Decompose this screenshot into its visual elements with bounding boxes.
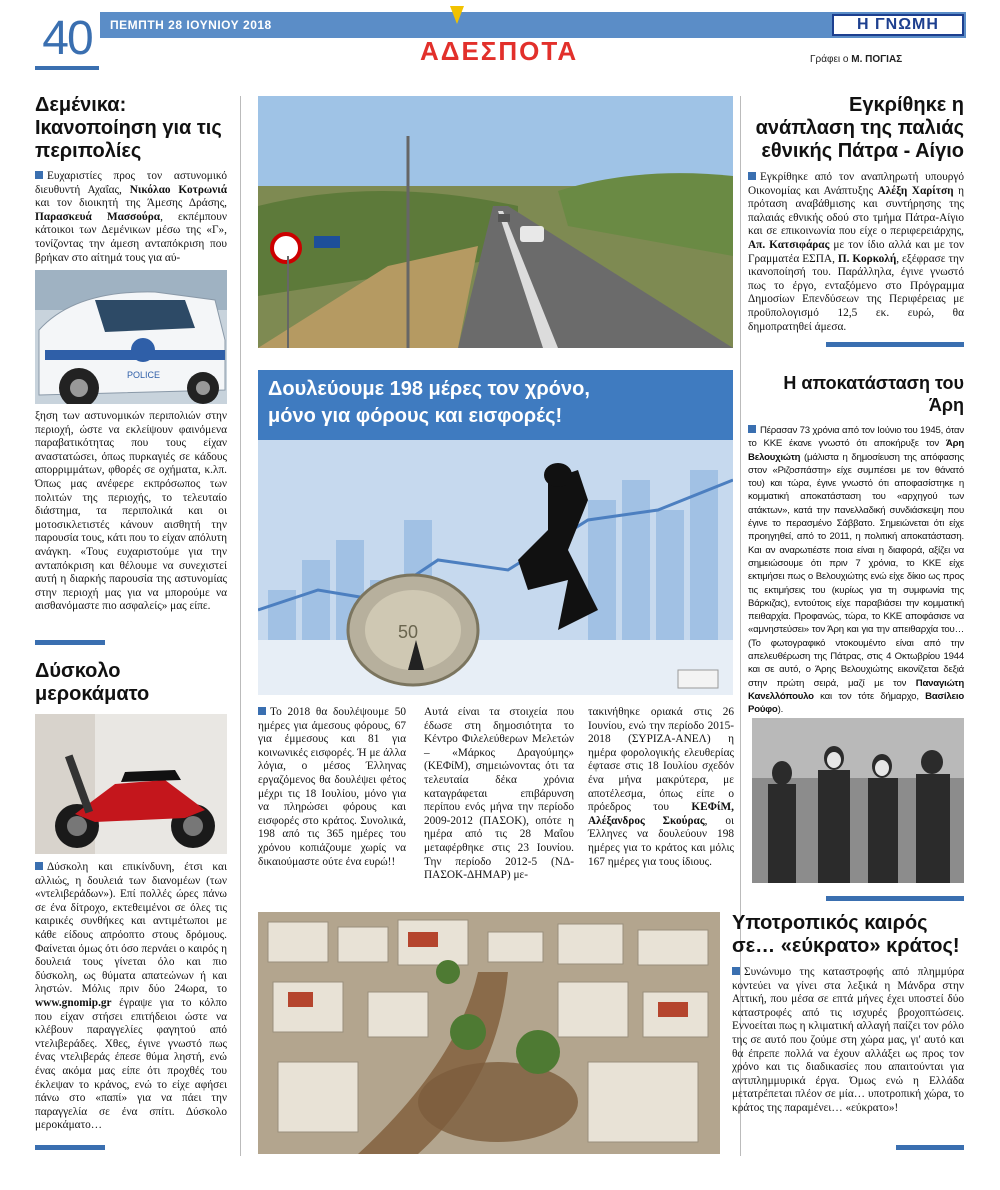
road-illustration (258, 96, 733, 348)
historical-photo (752, 718, 964, 883)
article-delivery-body (35, 861, 227, 1133)
article-body: ξηση των αστυνομικών περιπολιών στην περιοχή, ώστε να εκλείψουν φαινόμενα παραβατικότητας που τους είχαν αναστατώσει, όπως πυρκαγιές σε κάδους απορριμμάτων, φθορές σε οχήματα, κ.λπ. Όπως μας ανέφερε εκπρόσωπος των πολιτών της περιοχής, το τελευταίο διάστημα, τα περιπολικά και οι μοτοσικλετιστές κάνουν αισθητή την παρουσία τους, κάτι που το είχαν απόλυτη ανάγκη. «Τους ευχαριστούμε για την ανταπόκριση και θέλουμε να συνεχιστεί αυτή η διαρκής παρουσία της αστυνομίας στην περιοχή μας για να μπορούμε να αισθανόμαστε πιο ασφαλείς» μας είπε. (35, 410, 227, 613)
accent-bar (896, 1145, 964, 1150)
article-title: Εγκρίθηκε η ανάπλαση της παλιάς εθνικής Πάτρα - Αίγιο (755, 94, 964, 162)
article-body: Δύσκολη και επικίνδυνη, έτσι και αλλιώς, η δουλειά των διανομέων (των «ντελιβεράδων»). Επί πολλές ώρες πάνω σε ένα δίτροχο, εκτεθειμένοι σε όλες τις καιρικές συνθήκες και αντιμέτωποι με κάθε είδους απρόοπτο στους δρόμους. Φαίνεται όμως ότι όσο περνάει ο καιρός η δουλειά τους γίνεται όλο και πιο δύσκολη, ως θύματα απατεώνων ή και ληστών. Μόλις πριν δύο 24ωρα, το www.gnomip.gr έγραψε για το κόλπο που είχαν στήσει επιτήδειοι ώστε να κλέβουν παραγγελίες φαγητού από ντελιβεράδες. Χθες, έγινε γνωστό πως ένας ντελιβεράς έπεσε θύμα ληστή, ενώ ένας ακόμα μας είπε ότι προχθές του έκλεψαν το κράνος, ενώ το είχε αφήσει πάνω στο «παπί» για να πάει την παραγγελία σε ένα σπίτι. Δύσκολο μεροκάματο… (35, 861, 227, 1132)
article-road-upgrade (748, 94, 964, 334)
police-car-photo (35, 270, 227, 404)
article-body: Εγκρίθηκε από τον αναπληρωτή υπουργό Οικονομίας και Ανάπτυξης Αλέξη Χαρίτση η πρόταση αναβάθμισης και συντήρησης της παλαιάς εθνικής οδού στο τμήμα Πάτρα-Αίγιο και σε επικοινωνία που είχε ο περιφερειάρχης, Απ. Κατσιφάρας με τον ίδιο αλλά και με τον Γραμματέα ΕΣΠΑ, Π. Κορκολή, εξέφρασε την ικανοποίησή του. Παράλληλα, έγινε γνωστό πως το έργο, ενταξόμενο στο Πρόγραμμα Δημοσίων Επενδύσεων της Περιφέρειας με προϋπολογισμό 12,5 εκ. ευρώ, θα δημοπρατηθεί άμεσα. (748, 171, 965, 333)
motorbike-photo (35, 714, 227, 854)
tax-graph-illustration (258, 440, 733, 695)
section-marker-icon (450, 6, 464, 24)
accent-bar (826, 342, 964, 347)
aerial-town-illustration (258, 912, 720, 1154)
article-delivery (35, 660, 227, 706)
newspaper-logo (832, 14, 964, 36)
bullet-square-icon (748, 425, 756, 433)
headline (268, 376, 590, 430)
article-title: Υποτροπικός καιρός σε… «εύκρατο» κράτος! (732, 912, 960, 957)
headline-banner (258, 370, 733, 440)
flood-town-photo (258, 912, 720, 1154)
article-demenika-continued (35, 410, 227, 614)
historical-group-illustration (752, 718, 964, 883)
motorbike-illustration (35, 714, 227, 854)
article-title: Δεμένικα: Ικανοποίηση για τις περιπολίες (35, 94, 222, 162)
tax-article-col1: Το 2018 θα δουλέψουμε 50 ημέρες για άμεσους φόρους, 67 για έμμεσους και 81 για κοινωνικές εισφορές. Ή με άλλα λόγια, ο μέσος Έλληνας εργαζόμενος θα δουλέψει φέτος μέχρι τις 18 Ιουλίου, μόνο για να πληρώσει φόρους και εισφορές στο κράτος. Συνολικά, 198 από τις 365 ημέρες του χρόνου κοπιάζουμε χωρίς να δικαιούμαστε ούτε ένα ευρώ!! (258, 706, 406, 868)
police-label: POLICE (127, 370, 161, 380)
tax-article-col2: Αυτά είναι τα στοιχεία που έδωσε στη δημοσιότητα το Κέντρο Φιλελεύθερων Μελετών – «Μάρκος Δραγούμης» (ΚΕΦίΜ), σημειώνοντας ότι τα τελευταία δέκα χρόνια καταγράφεται επιβάρυνση περίπου ενός μήνα την περίοδο 2009-2012 (ΠΑΣΟΚ), οπότε η ημέρα από τις 28 Μαΐου μεταφέρθηκε στις 23 Ιουνίου. Την περίοδο 2012-5 (ΝΔ-ΠΑΣΟΚ-ΔΗΜΑΡ) με- (424, 706, 574, 882)
headline-line1: Δουλεύουμε 198 μέρες τον χρόνο, (268, 378, 590, 400)
section-title: ΑΔΕΣΠΟΤΑ (420, 36, 579, 66)
headline-line2: μόνο για φόρους και εισφορές! (268, 405, 563, 427)
tax-article-col3: τακινήθηκε οριακά στις 26 Ιουνίου, ενώ την περίοδο 2015-2018 (ΣΥΡΙΖΑ-ΑΝΕΛ) η ημέρα φορολογικής ελευθερίας έφτασε στις 18 Ιουλίου σχεδόν ένα μήνα μακρύτερα, με αποτέλεσμα, όπως είπε ο πρόεδρος του ΚΕΦίΜ, Αλέξανδρος Σκούρας, οι Έλληνες να δουλεύουν 198 ημέρες για το κράτος και μόλις 167 ημέρες για τους ίδιους. (588, 706, 735, 868)
accent-bar (35, 640, 105, 645)
bullet-square-icon (748, 172, 756, 180)
police-car-illustration (35, 270, 227, 404)
issue-date: ΠΕΜΠΤΗ 28 ΙΟΥΝΙΟΥ 2018 (110, 18, 272, 32)
byline (810, 54, 902, 65)
article-lead: Ευχαριστίες προς τον αστυνομικό διευθυντή Αχαΐας, Νικόλαο Κοτρωνιά και τον διοικητή της Άμεσης Δράσης, Παρασκευά Μασσούρα, εκπέμπουν κάτοικοι των Δεμένικων μέσω της «Γ», τονίζοντας την άμεση ανταπόκριση που βρήκαν στο αίτημά τους για αύ- (35, 170, 228, 264)
article-weather (732, 912, 964, 1116)
article-title: Η αποκατάσταση του Άρη (783, 373, 964, 415)
byline-author: Μ. ΠΟΓΙΑΣ (851, 54, 903, 65)
page-number-box (35, 12, 99, 66)
byline-prefix: Γράφει ο (810, 54, 849, 65)
logo-text: Η ΓΝΩΜΗ (857, 16, 939, 33)
article-body: Συνώνυμο της καταστροφής από πλημμύρα κοντεύει να γίνει στα λεξικά η Μάνδρα στην Αττική, που μέσα σε επτά μήνες έχει υποστεί δύο καταστροφές από τις ισχυρές βροχοπτώσεις. Εννοείται πως η κλιματική αλλαγή παίζει τον ρόλο της σε αυτό που ζούμε στη χώρα μας, γι' αυτό και θα έπρεπε πολλά να έχουν αλλάξει ως προς τον χρόνο και τις διαδικασίες που απαιτούνται για αντιπλημμυρικά έργα. Όμως ενώ η Ελλάδα μετατρέπεται πλέον σε μία… υποτροπική χώρα, το κράτος της παραμένει… «εύκρατο»! (732, 966, 964, 1114)
tax-illustration (258, 440, 733, 695)
bullet-square-icon (35, 171, 43, 179)
article-body: Πέρασαν 73 χρόνια από τον Ιούνιο του 1945, όταν το ΚΚΕ έκανε γνωστό ότι αποκήρυξε τον Άρη Βελουχιώτη (μάλιστα η δημοσίευση της απόφασης στον «Ριζοσπάστη» είχε συμπέσει με τον θάνατό του) και τώρα, έγινε γνωστό ότι αποφασίστηκε η κομματική αποκατάσταση του «αρχηγού των ατάκτων», κατά την πανελλαδική συνδιάσκεψη που έγινε το περασμένο Σάββατο. Σημειώνεται ότι είχε προηγηθεί, από το 2011, η πολιτική αποκατάσταση. Και αν αναρωτιέστε ποια είναι η διαφορά, αξίζει να σημειώσουμε ότι πριν 7 χρόνια, το ΚΚΕ είχε εκτιμήσει πως ο Βελουχιώτης ενώ είχε δίκιο ως προς τις εκτιμήσεις του (κυρίως για τη συμφωνία της Βάρκιζας), εντούτοις είχε παραβιάσει την κομματική πειθαρχία. Προφανώς, τώρα, το ΚΚΕ αποφάσισε να «αμνηστεύσει» τον Άρη και για την απειθαρχία του… (Το φωτογραφικό ντοκουμέντο είναι από την απελευθέρωση της Πάτρας, στις 4 Οκτωβρίου 1944 και σε αυτό, ο Άρης Βελουχιώτης εικονίζεται δεξιά στην πρώτη σειρά, μαζί με τον Παναγιώτη Κανελλόπουλο και τον τότε δήμαρχο, Βασίλειο Ρούφο). (748, 425, 964, 716)
article-title: Δύσκολο μεροκάματο (35, 660, 150, 705)
page-number: 40 (42, 12, 92, 65)
bullet-square-icon (35, 862, 43, 870)
article-demenika (35, 94, 227, 265)
page-number-underline (35, 66, 99, 70)
coin-label: 50 (398, 622, 419, 642)
accent-bar (826, 896, 964, 901)
article-aris (748, 372, 964, 717)
accent-bar (35, 1145, 105, 1150)
road-photo (258, 96, 733, 348)
bullet-square-icon (258, 707, 266, 715)
column-divider-left (240, 96, 241, 1156)
bullet-square-icon (732, 967, 740, 975)
